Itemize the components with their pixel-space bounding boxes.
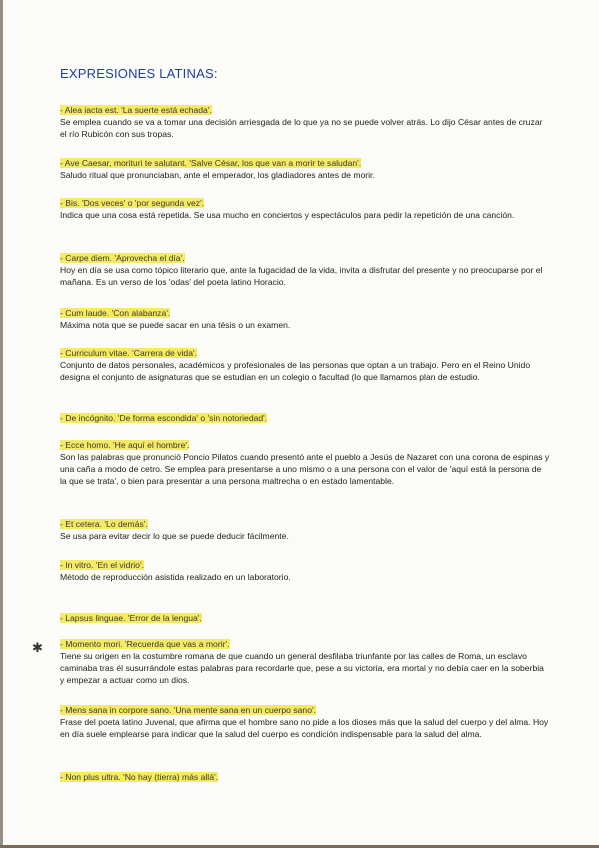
entry-heading: - Ave Caesar, morituri te salutant. 'Salve César, los que van a morir te saludan'. xyxy=(60,158,362,168)
page-edge-left xyxy=(0,0,3,848)
entry-momento-mori xyxy=(60,638,550,686)
entry-body: Tiene su origen en la costumbre romana de que cuando un general desfilaba triunfante por las calles de Roma, un esclavo caminaba tras él susurrándole estas palabras para recordarle que, pese a su victoria, era mortal y no debía caer en la soberbia y empezar a actuar como un dios. xyxy=(60,651,544,685)
entry-bis xyxy=(60,197,550,221)
entry-mens-sana xyxy=(60,704,550,740)
entry-heading: - Curriculum vitae. 'Carrera de vida'. xyxy=(60,348,198,358)
entry-heading: - In vitro. 'En el vidrio'. xyxy=(60,560,144,570)
entry-heading: - Non plus ultra. 'No hay (tierra) más allá'. xyxy=(60,772,219,782)
entry-body: Máxima nota que se puede sacar en una tésis o un examen. xyxy=(60,320,291,330)
entry-de-incognito xyxy=(60,412,550,424)
entry-heading: - Ecce homo. 'He aquí el hombre'. xyxy=(60,440,190,450)
star-icon: ✱ xyxy=(32,640,43,655)
entry-ecce-homo xyxy=(60,439,550,487)
entry-body: Indica que una cosa está repetida. Se usa mucho en conciertos y espectáculos para pedir la repetición de una canción. xyxy=(60,210,515,220)
entry-heading: - Momento mori. 'Recuerda que vas a morir'. xyxy=(60,639,230,649)
entry-alea-iacta-est xyxy=(60,104,550,140)
entry-heading: - Mens sana in corpore sano. 'Una mente sana en un cuerpo sano'. xyxy=(60,705,316,715)
entry-lapsus-linguae xyxy=(60,612,550,624)
page-title: EXPRESIONES LATINAS: xyxy=(60,66,218,81)
entry-non-plus-ultra xyxy=(60,771,550,783)
entry-carpe-diem xyxy=(60,252,550,288)
entry-body: Hoy en día se usa como tópico literario que, ante la fugacidad de la vida, invita a disfrutar del presente y no preocuparse por el mañana. Es un verso de los 'odas' del poeta latino Horacio. xyxy=(60,265,543,287)
entry-heading: - Et cetera. 'Lo demás'. xyxy=(60,519,148,529)
entry-heading: - Bis. 'Dos veces' o 'por segunda vez'. xyxy=(60,198,205,208)
entry-body: Son las palabras que pronunció Poncio Pilatos cuando presentó ante el pueblo a Jesús de Nazaret con una corona de espinas y una caña a modo de cetro. Se emplea para presentarse a uno mismo o a una persona con el valor de 'aquí está la persona de la que se trata', o bien para presentar a una persona maltrecha o en estado lamentable. xyxy=(60,452,550,486)
entry-body: Se usa para evitar decir lo que se puede deducir fácilmente. xyxy=(60,531,289,541)
entry-body: Conjunto de datos personales, académicos y profesionales de las personas que optan a un trabajo. Pero en el Reino Unido designa el conjunto de asignaturas que se estudian en un colegio o facultad (lo que llamamos plan de estudio. xyxy=(60,360,531,382)
entry-heading: - Carpe diem. 'Aprovecha el día'. xyxy=(60,253,185,263)
entry-et-cetera xyxy=(60,518,550,542)
entry-heading: - Alea iacta est. 'La suerte está echada'. xyxy=(60,105,212,115)
entry-body: Saludo ritual que pronunciaban, ante el emperador, los gladiadores antes de morir. xyxy=(60,170,375,180)
entry-in-vitro xyxy=(60,559,550,583)
entry-heading: - De incógnito. 'De forma escondida' o 'sin notoriedad'. xyxy=(60,413,268,423)
entry-heading: - Cum laude. 'Con alabanza'. xyxy=(60,308,171,318)
entry-cum-laude xyxy=(60,307,550,331)
entry-ave-caesar xyxy=(60,157,550,181)
entry-body: Método de reproducción asistida realizado en un laboratorio. xyxy=(60,572,291,582)
entry-body: Se emplea cuando se va a tomar una decisión arriesgada de lo que ya no se puede volver atrás. Lo dijo César antes de cruzar el río Rubicón con sus tropas. xyxy=(60,117,543,139)
entry-heading: - Lapsus linguae. 'Error de la lengua'. xyxy=(60,613,202,623)
entry-body: Frase del poeta latino Juvenal, que afirma que el hombre sano no pide a los dioses más que la salud del cuerpo y del alma. Hoy en día suele emplearse para indicar que la salud del cuerpo es condición indispensable para la salud del alma. xyxy=(60,717,549,739)
entry-curriculum-vitae xyxy=(60,347,550,383)
